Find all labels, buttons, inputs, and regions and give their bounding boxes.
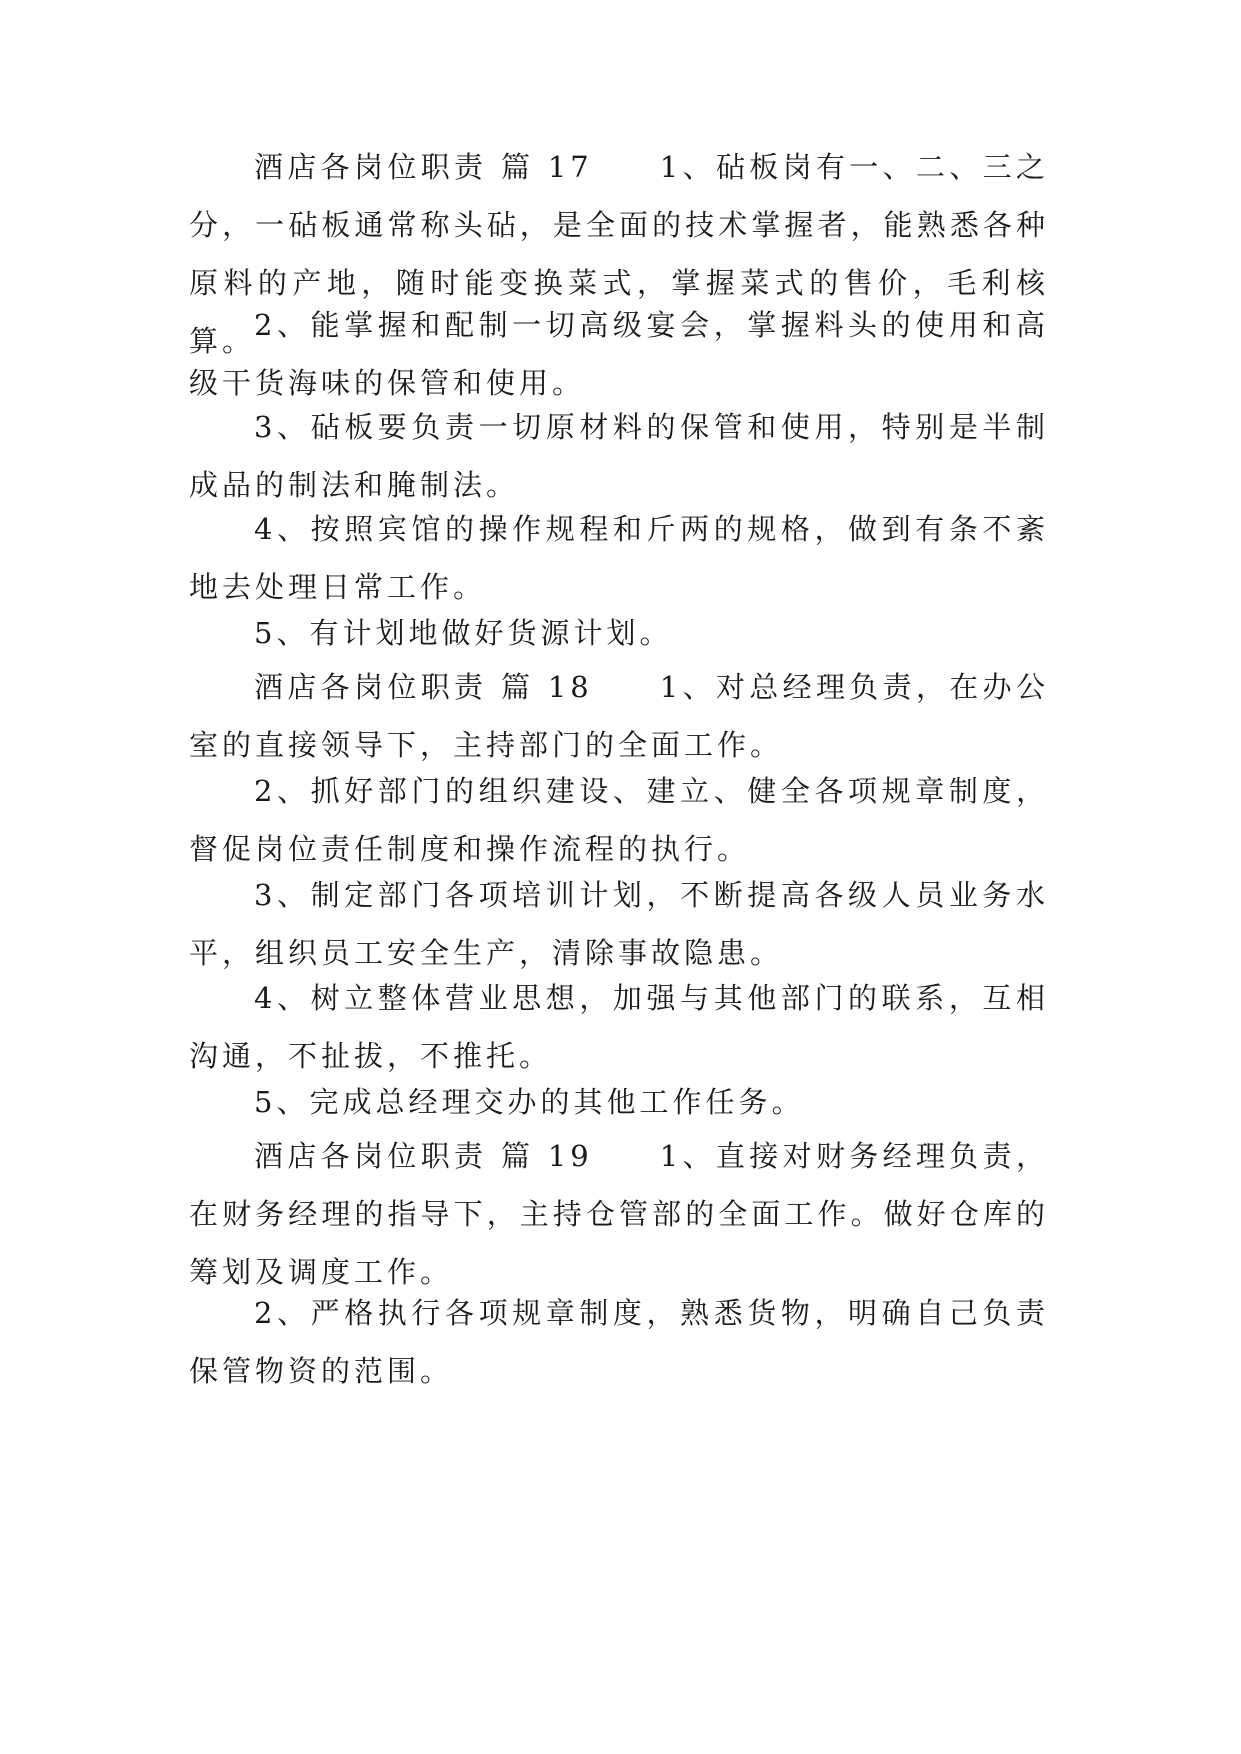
paragraph-17-item-2: 2、能掌握和配制一切高级宴会，掌握料头的使用和高级干货海味的保管和使用。 (189, 308, 1049, 400)
paragraph-section-18-intro: 酒店各岗位职责 篇 18 1、对总经理负责，在办公室的直接领导下，主持部门的全面工作。 (189, 670, 1049, 762)
paragraph-18-item-2: 2、抓好部门的组织建设、建立、健全各项规章制度，督促岗位责任制度和操作流程的执行。 (189, 774, 1049, 866)
paragraph-18-item-3: 3、制定部门各项培训计划，不断提高各级人员业务水平，组织员工安全生产，清除事故隐患。 (189, 878, 1049, 970)
paragraph-section-19-intro: 酒店各岗位职责 篇 19 1、直接对财务经理负责，在财务经理的指导下，主持仓管部的全面工作。做好仓库的筹划及调度工作。 (189, 1139, 1049, 1289)
paragraph-19-item-2: 2、严格执行各项规章制度，熟悉货物，明确自己负责保管物资的范围。 (189, 1296, 1049, 1388)
paragraph-17-item-3: 3、砧板要负责一切原材料的保管和使用，特别是半制成品的制法和腌制法。 (189, 410, 1049, 502)
paragraph-18-item-5: 5、完成总经理交办的其他工作任务。 (254, 1085, 805, 1119)
paragraph-18-item-4: 4、树立整体营业思想，加强与其他部门的联系，互相沟通，不扯拔，不推托。 (189, 981, 1049, 1073)
paragraph-section-17-intro: 酒店各岗位职责 篇 17 1、砧板岗有一、二、三之分，一砧板通常称头砧，是全面的技术掌握者，能熟悉各种原料的产地，随时能变换菜式，掌握菜式的售价，毛利核算。 (189, 150, 1049, 358)
paragraph-17-item-5: 5、有计划地做好货源计划。 (254, 616, 673, 650)
paragraph-17-item-4: 4、按照宾馆的操作规程和斤两的规格，做到有条不紊地去处理日常工作。 (189, 512, 1049, 604)
